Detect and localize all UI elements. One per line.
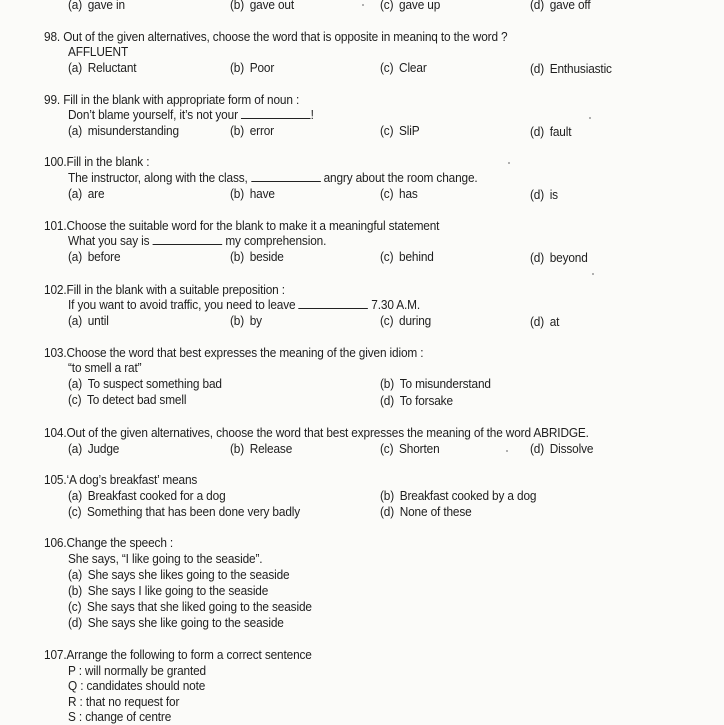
option-text: Clear: [399, 61, 427, 75]
sentence-part-p: [68, 664, 206, 679]
option-b: [380, 489, 536, 504]
option-text: fault: [549, 125, 572, 139]
option-text: She says she likes going to the seaside: [87, 568, 290, 582]
question-number: 99.: [44, 93, 61, 107]
option-text: Release: [249, 442, 293, 456]
sentence-part-r: [68, 695, 179, 710]
sentence-part-s: [68, 710, 171, 725]
option-text: Breakfast cooked by a dog: [399, 489, 537, 503]
option-text: To detect bad smell: [87, 393, 187, 407]
option-a: [68, 442, 119, 457]
option-label: (b): [230, 124, 245, 138]
option-a: [68, 314, 109, 329]
target-word: AFFLUENT: [68, 45, 129, 59]
option-text: beyond: [549, 251, 588, 265]
option-b: [68, 584, 268, 599]
option-label: (b): [68, 584, 83, 598]
option-label: (b): [380, 489, 395, 503]
option-b: [230, 250, 284, 265]
option-text: gave in: [87, 0, 125, 12]
question-number: 105.: [44, 473, 67, 487]
option-c: [380, 250, 434, 265]
option-c: [380, 314, 431, 329]
scan-speck: [589, 117, 591, 119]
option-a: [68, 0, 125, 13]
option-text: Something that has been done very badly: [87, 505, 301, 519]
option-label: (b): [230, 61, 245, 75]
scan-speck: [362, 4, 364, 6]
option-a: [68, 124, 179, 139]
option-text: To misunderstand: [399, 377, 491, 391]
question-stem: [44, 426, 589, 441]
option-a: [68, 187, 104, 202]
option-d: [530, 0, 590, 13]
scan-speck: [506, 450, 508, 452]
option-text: error: [249, 124, 274, 138]
option-label: (a): [68, 124, 83, 138]
option-c: [68, 505, 300, 520]
option-text: To forsake: [399, 394, 453, 408]
option-label: (c): [68, 393, 82, 407]
answer-blank: [241, 108, 311, 119]
option-text: during: [399, 314, 432, 328]
option-d: [530, 315, 559, 330]
stem-text: Arrange the following to form a correct sentence: [66, 648, 312, 662]
question-number: 104.: [44, 426, 67, 440]
sentence-after: my comprehension.: [225, 234, 327, 248]
sentence-before: The instructor, along with the class,: [68, 171, 248, 185]
option-text: gave off: [549, 0, 591, 12]
stem-text: Fill in the blank :: [66, 155, 150, 169]
direct-speech-sentence: She says, “I like going to the seaside”.: [68, 552, 263, 566]
sentence-part-q: [68, 679, 205, 694]
option-label: (d): [380, 394, 395, 408]
question-stem: [44, 283, 285, 298]
answer-blank: [251, 171, 321, 182]
question-stem: [44, 536, 173, 551]
option-a: [68, 568, 290, 583]
option-label: (b): [380, 377, 395, 391]
option-d: [530, 62, 612, 77]
sentence-after: !: [310, 108, 314, 122]
option-b: [380, 377, 491, 392]
option-text: SliP: [399, 124, 420, 138]
option-label: (a): [68, 442, 83, 456]
sentence-before: What you say is: [68, 234, 150, 248]
question-stem: [44, 30, 507, 45]
option-text: To suspect something bad: [87, 377, 222, 391]
option-c: [68, 393, 186, 408]
sentence-after: angry about the room change.: [323, 171, 478, 185]
question-sentence: [68, 298, 420, 313]
option-label: (a): [68, 250, 83, 264]
question-stem: [44, 346, 423, 361]
option-label: (c): [380, 250, 394, 264]
answer-blank: [153, 234, 223, 245]
part-label: R :: [68, 695, 83, 709]
option-a: [68, 489, 226, 504]
question-number: 107.: [44, 648, 67, 662]
option-d: [380, 394, 453, 409]
part-text: candidates should note: [86, 679, 206, 693]
option-label: (a): [68, 61, 83, 75]
option-label: (b): [230, 442, 245, 456]
option-a: [68, 377, 222, 392]
option-label: (d): [530, 251, 545, 265]
option-text: Breakfast cooked for a dog: [87, 489, 226, 503]
part-text: change of centre: [85, 710, 172, 724]
question-stem: [44, 93, 299, 108]
option-text: beside: [249, 250, 284, 264]
option-text: is: [549, 188, 558, 202]
option-d: [530, 188, 558, 203]
question-stem: [44, 473, 197, 488]
option-text: misunderstanding: [87, 124, 179, 138]
option-text: gave out: [249, 0, 294, 12]
question-stem: [44, 155, 149, 170]
sentence-after: 7.30 A.M.: [371, 298, 421, 312]
option-c: [380, 124, 420, 139]
option-text: before: [87, 250, 121, 264]
option-label: (a): [68, 489, 83, 503]
option-label: (a): [68, 314, 83, 328]
option-text: by: [249, 314, 262, 328]
option-text: have: [249, 187, 275, 201]
option-label: (c): [380, 187, 394, 201]
part-text: that no request for: [85, 695, 180, 709]
option-label: (b): [230, 250, 245, 264]
option-a: [68, 250, 120, 265]
option-label: (a): [68, 377, 83, 391]
option-text: Poor: [249, 61, 275, 75]
option-text: Shorten: [399, 442, 440, 456]
option-text: has: [399, 187, 418, 201]
option-label: (d): [530, 442, 545, 456]
option-b: [230, 187, 275, 202]
option-label: (c): [380, 442, 394, 456]
question-number: 100.: [44, 155, 67, 169]
stem-text: Choose the suitable word for the blank to make it a meaningful statement: [66, 219, 440, 233]
question-sentence: [68, 171, 478, 186]
option-label: (d): [530, 315, 545, 329]
option-b: [230, 314, 262, 329]
sentence-before: Don’t blame yourself, it’s not your: [68, 108, 238, 122]
option-label: (d): [530, 0, 545, 12]
option-label: (b): [230, 0, 245, 12]
scan-speck: [592, 273, 594, 275]
stem-text: Fill in the blank with a suitable preposition :: [66, 283, 285, 297]
option-text: Judge: [87, 442, 120, 456]
option-b: [230, 124, 274, 139]
option-label: (d): [530, 62, 545, 76]
option-label: (d): [68, 616, 83, 630]
option-text: Enthusiastic: [549, 62, 612, 76]
option-label: (b): [230, 187, 245, 201]
answer-blank: [299, 298, 369, 309]
option-d: [530, 125, 571, 140]
part-label: P :: [68, 664, 82, 678]
option-label: (c): [380, 61, 394, 75]
option-label: (d): [380, 505, 395, 519]
option-d: [68, 616, 284, 631]
option-a: [68, 61, 136, 76]
stem-text: Choose the word that best expresses the meaning of the given idiom :: [66, 346, 424, 360]
option-c: [380, 0, 440, 13]
option-b: [230, 0, 294, 13]
question-number: 106.: [44, 536, 67, 550]
stem-text: Change the speech :: [66, 536, 174, 550]
stem-text: Out of the given alternatives, choose the word that is opposite in meaninq to the word ?: [63, 30, 508, 44]
option-label: (c): [68, 505, 82, 519]
scan-speck: [508, 162, 510, 164]
option-text: Reluctant: [87, 61, 137, 75]
option-text: until: [87, 314, 109, 328]
option-c: [380, 442, 440, 457]
option-text: behind: [399, 250, 434, 264]
question-sentence: [68, 234, 326, 249]
option-label: (a): [68, 187, 83, 201]
option-label: (b): [230, 314, 245, 328]
option-b: [230, 442, 292, 457]
option-text: She says that she liked going to the seaside: [87, 600, 312, 614]
option-text: Dissolve: [549, 442, 594, 456]
part-label: Q :: [68, 679, 84, 693]
part-label: S :: [68, 710, 83, 724]
option-b: [230, 61, 274, 76]
question-number: 102.: [44, 283, 67, 297]
stem-text: ‘A dog’s breakfast’ means: [66, 473, 198, 487]
option-text: She says she like going to the seaside: [87, 616, 284, 630]
option-label: (c): [68, 600, 82, 614]
option-label: (d): [530, 125, 545, 139]
question-number: 103.: [44, 346, 67, 360]
option-text: She says I like going to the seaside: [87, 584, 269, 598]
stem-text: Out of the given alternatives, choose the word that best expresses the meaning of the word ABRIDGE.: [66, 426, 589, 440]
option-d: [530, 251, 588, 266]
option-text: gave up: [399, 0, 441, 12]
question-sentence: [68, 108, 314, 123]
option-c: [68, 600, 312, 615]
question-stem: [44, 648, 312, 663]
option-label: (a): [68, 568, 83, 582]
question-number: 101.: [44, 219, 67, 233]
part-text: will normally be granted: [85, 664, 206, 678]
option-text: are: [87, 187, 105, 201]
option-text: at: [549, 315, 560, 329]
idiom-text: “to smell a rat”: [68, 361, 142, 375]
stem-text: Fill in the blank with appropriate form of noun :: [63, 93, 300, 107]
option-c: [380, 187, 418, 202]
option-label: (c): [380, 0, 394, 12]
option-label: (c): [380, 314, 394, 328]
option-d: [380, 505, 472, 520]
question-number: 98.: [44, 30, 61, 44]
option-label: (c): [380, 124, 394, 138]
option-label: (a): [68, 0, 83, 12]
option-text: None of these: [399, 505, 472, 519]
option-d: [530, 442, 593, 457]
question-stem: [44, 219, 439, 234]
option-label: (d): [530, 188, 545, 202]
sentence-before: If you want to avoid traffic, you need to leave: [68, 298, 296, 312]
option-c: [380, 61, 427, 76]
